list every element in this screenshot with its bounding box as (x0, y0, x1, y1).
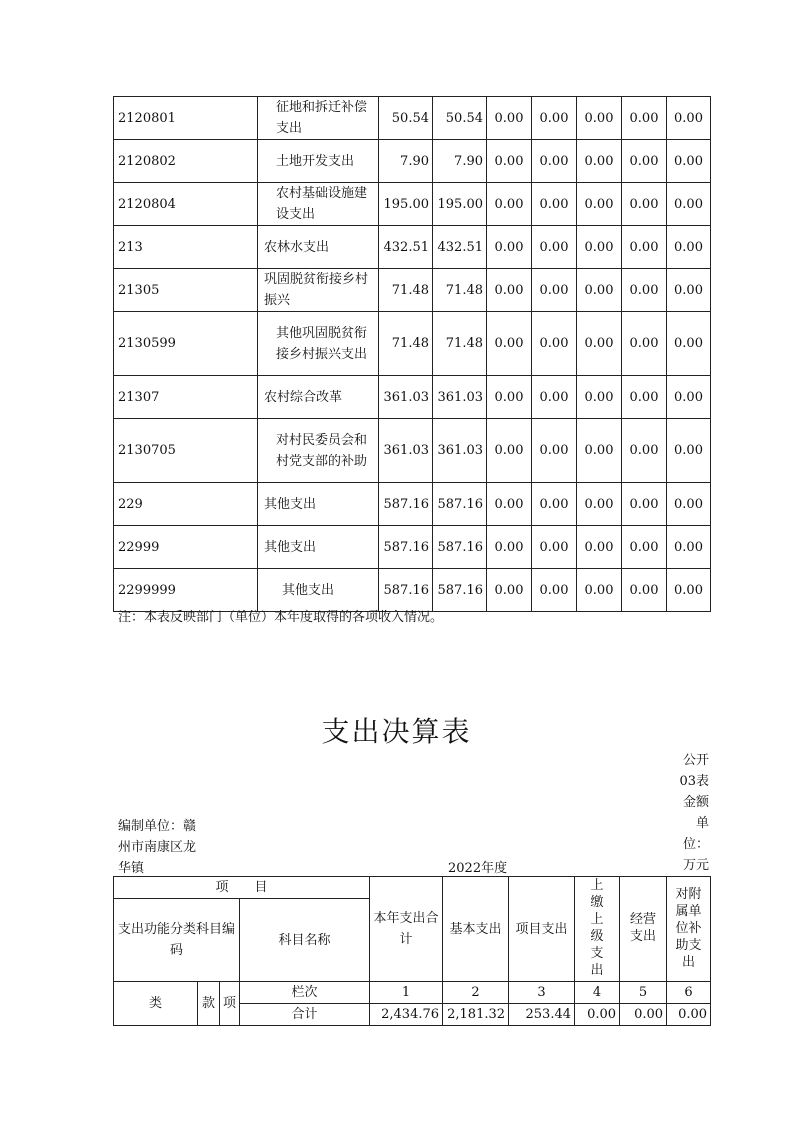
row-amount: 50.54 (433, 97, 487, 140)
row-value: 0.00 (487, 226, 532, 269)
header-business-text: 经营支出 (630, 912, 657, 944)
row-amount: 71.48 (433, 312, 487, 376)
row-value: 0.00 (532, 526, 577, 569)
row-code: 21307 (114, 376, 258, 419)
fiscal-year: 2022年度 (448, 861, 508, 876)
row-amount: 361.03 (433, 419, 487, 483)
table-note: 注：本表反映部门（单位）本年度取得的各项收入情况。 (118, 610, 444, 625)
table-row (114, 140, 711, 183)
row-code: 213 (114, 226, 258, 269)
row-value: 0.00 (622, 419, 667, 483)
row-value: 0.00 (577, 526, 622, 569)
row-value: 0.00 (532, 312, 577, 376)
table-row (114, 269, 711, 312)
row-value: 0.00 (577, 140, 622, 183)
col-number: 2 (443, 982, 509, 1004)
total-value: 2,434.76 (370, 1004, 443, 1026)
row-amount: 432.51 (379, 226, 433, 269)
row-code: 22999 (114, 526, 258, 569)
row-value: 0.00 (532, 183, 577, 226)
row-value: 0.00 (577, 376, 622, 419)
row-amount: 587.16 (433, 483, 487, 526)
row-value: 0.00 (667, 97, 711, 140)
header-xiang: 项 (220, 982, 240, 1026)
row-value: 0.00 (487, 526, 532, 569)
row-code: 2120804 (114, 183, 258, 226)
col-number: 5 (620, 982, 667, 1004)
row-name: 征地和拆迁补偿支出 (258, 97, 379, 140)
row-value: 0.00 (667, 226, 711, 269)
row-amount: 50.54 (379, 97, 433, 140)
row-value: 0.00 (532, 97, 577, 140)
row-value: 0.00 (487, 97, 532, 140)
col-number: 4 (575, 982, 620, 1004)
row-amount: 587.16 (433, 526, 487, 569)
row-value: 0.00 (667, 140, 711, 183)
row-code: 229 (114, 483, 258, 526)
table-row (114, 526, 711, 569)
row-value: 0.00 (532, 569, 577, 612)
header-total: 本年支出合计 (370, 877, 443, 982)
row-value: 0.00 (622, 97, 667, 140)
row-code: 2120801 (114, 97, 258, 140)
row-amount: 587.16 (379, 483, 433, 526)
col-number: 6 (667, 982, 711, 1004)
row-value: 0.00 (487, 140, 532, 183)
header-upper (575, 877, 620, 982)
amount-unit: 金额单位：万元 (682, 795, 709, 873)
row-value: 0.00 (532, 226, 577, 269)
row-value: 0.00 (577, 419, 622, 483)
column-number-row (114, 982, 711, 1004)
compiling-unit: 编制单位：赣州市南康区龙华镇 (118, 819, 197, 876)
expense-table (113, 876, 711, 1026)
total-value: 0.00 (575, 1004, 620, 1026)
row-code: 2130599 (114, 312, 258, 376)
row-value: 0.00 (622, 183, 667, 226)
header-project: 项目支出 (509, 877, 575, 982)
header-lei: 类 (114, 982, 198, 1026)
total-value: 253.44 (509, 1004, 575, 1026)
form-code: 公开03表 (679, 753, 709, 789)
row-name: 其他支出 (258, 526, 379, 569)
row-value: 0.00 (667, 569, 711, 612)
row-value: 0.00 (577, 569, 622, 612)
income-table (113, 96, 711, 612)
row-amount: 587.16 (379, 526, 433, 569)
header-business (620, 877, 667, 982)
row-name: 农村基础设施建设支出 (258, 183, 379, 226)
row-value: 0.00 (667, 183, 711, 226)
row-amount: 71.48 (379, 269, 433, 312)
row-value: 0.00 (667, 526, 711, 569)
row-name: 土地开发支出 (258, 140, 379, 183)
row-name: 农村综合改革 (258, 376, 379, 419)
row-value: 0.00 (532, 419, 577, 483)
row-value: 0.00 (622, 269, 667, 312)
row-value: 0.00 (487, 569, 532, 612)
row-value: 0.00 (667, 376, 711, 419)
row-value: 0.00 (622, 140, 667, 183)
row-value: 0.00 (622, 483, 667, 526)
row-amount: 361.03 (379, 419, 433, 483)
row-value: 0.00 (577, 269, 622, 312)
header-func-code: 支出功能分类科目编码 (114, 899, 240, 982)
row-value: 0.00 (532, 483, 577, 526)
row-name: 巩固脱贫衔接乡村振兴 (258, 269, 379, 312)
row-value: 0.00 (532, 376, 577, 419)
row-code: 2130705 (114, 419, 258, 483)
header-subsidiary-text: 对附属单位补助支出 (675, 886, 702, 970)
row-value: 0.00 (667, 269, 711, 312)
header-subject-name: 科目名称 (240, 899, 370, 982)
table-row (114, 312, 711, 376)
row-amount: 361.03 (379, 376, 433, 419)
row-value: 0.00 (487, 269, 532, 312)
row-value: 0.00 (577, 226, 622, 269)
table-row (114, 376, 711, 419)
row-amount: 71.48 (379, 312, 433, 376)
row-amount: 587.16 (433, 569, 487, 612)
row-amount: 195.00 (433, 183, 487, 226)
row-name: 农林水支出 (258, 226, 379, 269)
row-value: 0.00 (622, 226, 667, 269)
row-value: 0.00 (667, 419, 711, 483)
row-value: 0.00 (577, 97, 622, 140)
row-code: 2299999 (114, 569, 258, 612)
row-name: 其他巩固脱贫衔接乡村振兴支出 (258, 312, 379, 376)
header-item: 项 目 (114, 877, 370, 899)
row-name: 其他支出 (258, 483, 379, 526)
row-value: 0.00 (487, 376, 532, 419)
row-value: 0.00 (577, 312, 622, 376)
row-value: 0.00 (487, 312, 532, 376)
table-row (114, 419, 711, 483)
row-name: 其他支出 (258, 569, 379, 612)
header-lanci: 栏次 (240, 982, 370, 1004)
table-row (114, 97, 711, 140)
row-amount: 361.03 (433, 376, 487, 419)
page-title: 支出决算表 (321, 715, 472, 748)
table-row (114, 226, 711, 269)
row-value: 0.00 (487, 483, 532, 526)
total-value: 2,181.32 (443, 1004, 509, 1026)
row-code: 21305 (114, 269, 258, 312)
row-value: 0.00 (622, 376, 667, 419)
row-value: 0.00 (532, 269, 577, 312)
total-value: 0.00 (667, 1004, 711, 1026)
row-value: 0.00 (667, 312, 711, 376)
row-amount: 432.51 (433, 226, 487, 269)
row-amount: 7.90 (379, 140, 433, 183)
header-row-1 (114, 877, 711, 899)
table-row (114, 183, 711, 226)
row-value: 0.00 (577, 183, 622, 226)
row-amount: 587.16 (379, 569, 433, 612)
row-value: 0.00 (622, 526, 667, 569)
row-amount: 7.90 (433, 140, 487, 183)
total-value: 0.00 (620, 1004, 667, 1026)
row-value: 0.00 (487, 183, 532, 226)
row-code: 2120802 (114, 140, 258, 183)
row-value: 0.00 (622, 312, 667, 376)
row-value: 0.00 (532, 140, 577, 183)
header-subsidiary (667, 877, 711, 982)
table-row (114, 483, 711, 526)
row-amount: 195.00 (379, 183, 433, 226)
row-value: 0.00 (667, 483, 711, 526)
income-table-body (114, 97, 711, 612)
row-value: 0.00 (487, 419, 532, 483)
row-amount: 71.48 (433, 269, 487, 312)
row-value: 0.00 (622, 569, 667, 612)
col-number: 1 (370, 982, 443, 1004)
header-kuan: 款 (198, 982, 220, 1026)
row-name: 对村民委员会和村党支部的补助 (258, 419, 379, 483)
header-upper-text: 上缴上级支出 (590, 878, 604, 978)
col-number: 3 (509, 982, 575, 1004)
total-label: 合计 (240, 1004, 370, 1026)
header-basic: 基本支出 (443, 877, 509, 982)
row-value: 0.00 (577, 483, 622, 526)
